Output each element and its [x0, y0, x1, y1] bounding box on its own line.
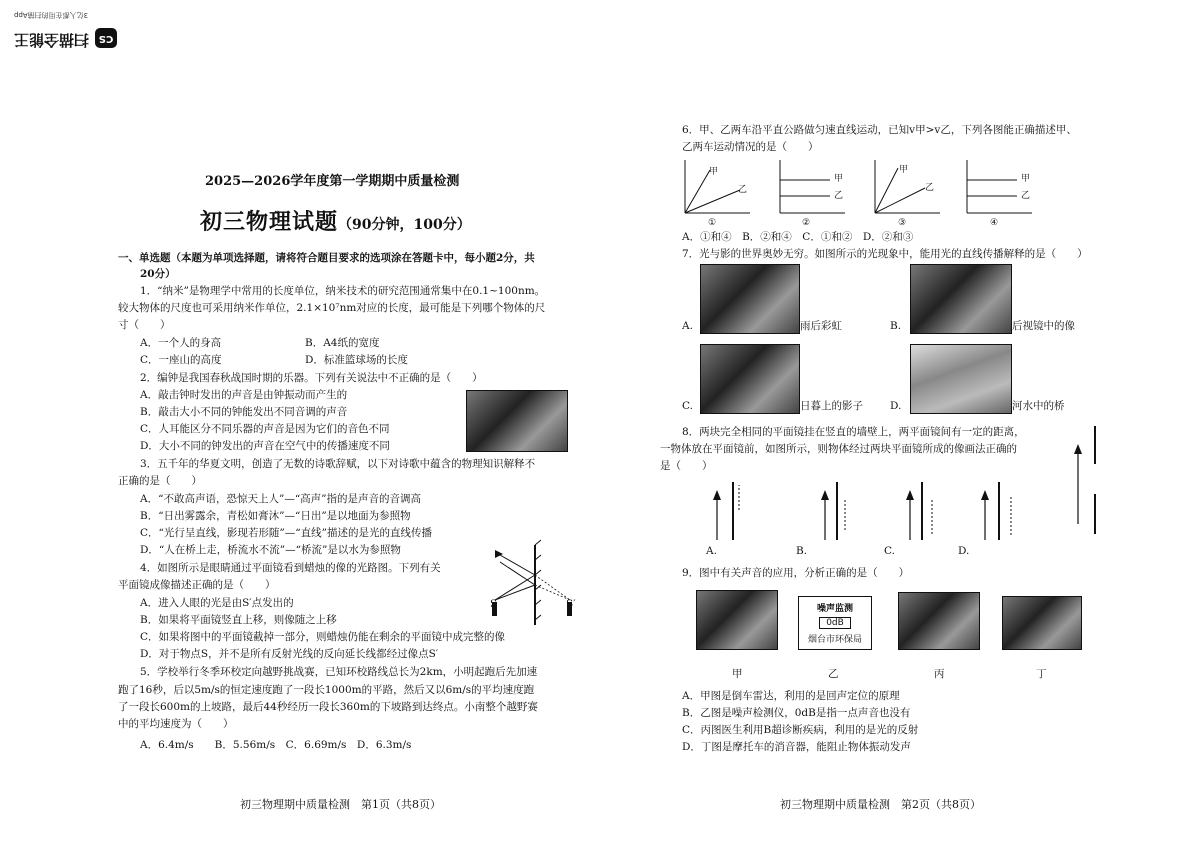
mirror-ray-diagram: [485, 540, 580, 630]
q1-stem-1: 1．“纳米”是物理学中常用的长度单位，纳米技术的研究范围通常集中在0.1~100nm。: [140, 285, 546, 297]
noise-monitor-footer: 烟台市环保局: [807, 635, 862, 645]
g1-jia: 甲: [709, 167, 719, 177]
q8-stem-3: 是（ ）: [660, 460, 713, 472]
sundial-photo: [700, 344, 800, 414]
q8-option-c-figure: [900, 480, 940, 550]
q8-option-d-figure: [975, 480, 1020, 550]
q7-caption-d: 河水中的桥: [1012, 400, 1065, 412]
q9-option-b: B．乙图是噪声检测仪，0dB是指一点声音也没有: [682, 707, 911, 719]
label-s: S: [490, 598, 498, 610]
label-s-prime: S′: [566, 598, 576, 610]
rainbow-photo: [700, 264, 800, 334]
q7-label-b: B.: [890, 320, 902, 332]
q4-option-d: D．对于物点S，并不是所有反射光线的反向延长线都经过像点S′: [140, 648, 439, 660]
g1-yi: 乙: [738, 185, 748, 195]
q7-label-c: C.: [682, 400, 693, 412]
q5-stem-2: 跑了16秒，后以5m/s的恒定速度跑了一段长1000m的平路，然后又以6m/s的平均速度跑: [118, 684, 535, 696]
q2-option-c: C．人耳能区分不同乐器的声音是因为它们的音色不同: [140, 423, 390, 435]
q1-option-c: C．一座山的高度: [140, 354, 222, 366]
section-heading: 一、单选题（本题为单项选择题，请将符合题目要求的选项涂在答题卡中，每小题2分，共: [118, 252, 535, 264]
q8-reference-figure: [1070, 424, 1110, 539]
q5-stem-4: 中的平均速度为（ ）: [118, 718, 234, 730]
rearview-mirror-photo: [910, 264, 1012, 334]
scanner-logo-icon: CS: [95, 28, 117, 48]
q3-option-b: B．“日出雾露余，青松如膏沐”—“日出”是以地面为参照物: [140, 510, 411, 522]
q8-label-c: C.: [884, 545, 895, 557]
q1-option-a: A．一个人的身高: [140, 337, 222, 349]
q3-option-c: C．“光行呈直线，影现若形随”—“直线”描述的是光的直线传播: [140, 527, 433, 539]
q5-stem-1: 5．学校举行冬季环校定向越野挑战赛，已知环校路线总长为2km，小明起跑后先加速: [140, 666, 538, 678]
q8-option-a-figure: [705, 480, 745, 550]
footer-right: 初三物理期中质量检测 第2页（共8页）: [780, 798, 981, 811]
q1-option-b: B．A4纸的宽度: [305, 337, 380, 349]
q1-stem-3: 寸（ ）: [118, 319, 171, 331]
q4-stem-2: 平面镜成像描述正确的是（ ）: [118, 579, 276, 591]
q8-stem-2: 一物体放在平面镜前，如图所示，则物体经过两块平面镜所成的像画法正确的: [660, 443, 1017, 455]
q9-caption-jia: 甲: [732, 668, 743, 680]
q8-label-b: B.: [796, 545, 808, 557]
q4-option-b: B．如果将平面镜竖直上移，则像随之上移: [140, 614, 337, 626]
q8-stem-1: 8．两块完全相同的平面镜挂在竖直的墙壁上，两平面镜间有一定的距离，: [682, 426, 1025, 438]
page-title: [200, 205, 471, 236]
g1-num: ①: [708, 218, 717, 228]
bridge-reflection-photo: [910, 344, 1012, 414]
q9-option-d: D．丁图是摩托车的消音器，能阻止物体振动发声: [682, 741, 911, 753]
q5-options: A．6.4m/s B．5.56m/s C．6.69m/s D．6.3m/s: [140, 739, 412, 751]
q9-option-a: A．甲图是倒车雷达，利用的是回声定位的原理: [682, 690, 900, 702]
q7-label-a: A.: [682, 320, 693, 332]
reversing-radar-photo: [696, 590, 778, 650]
q8-label-a: A.: [706, 545, 717, 557]
q3-stem-1: 3．五千年的华夏文明，创造了无数的诗歌辞赋，以下对诗歌中蕴含的物理知识解释不: [140, 458, 536, 470]
q9-caption-yi: 乙: [828, 668, 839, 680]
noise-monitor-value: 0dB: [819, 617, 851, 629]
q7-label-d: D.: [890, 400, 902, 412]
q2-option-d: D．大小不同的钟发出的声音在空气中的传播速度不同: [140, 440, 390, 452]
q6-stem-2: 乙两车运动情况的是（ ）: [682, 141, 819, 153]
muffler-photo: [1002, 596, 1082, 650]
q3-stem-2: 正确的是（ ）: [118, 475, 202, 487]
title-sub: （90分钟，100分）: [338, 217, 471, 233]
g4-num: ④: [990, 218, 999, 228]
q7-caption-a: 雨后彩虹: [800, 320, 842, 332]
g2-num: ②: [802, 218, 811, 228]
section-heading-cont: 20分）: [140, 268, 176, 280]
q2-stem: 2．编钟是我国春秋战国时期的乐器。下列有关说法中不正确的是（ ）: [140, 372, 483, 384]
exam-term: 2025—2026学年度第一学期期中质量检测: [205, 174, 460, 189]
q6-stem-1: 6．甲、乙两车沿平直公路做匀速直线运动，已知v甲>v乙，下列各图能正确描述甲、: [682, 124, 1077, 136]
g3-num: ③: [898, 218, 907, 228]
q3-option-a: A．“不敢高声语，恐惊天上人”—“高声”指的是声音的音调高: [140, 493, 422, 505]
q5-stem-3: 了一段长600m的上坡路，最后44秒经历一段长360m的下坡路到达终点。小南整个越野赛: [118, 701, 538, 713]
noise-monitor-title: 噪声监测: [816, 604, 853, 614]
q3-option-d: D．“人在桥上走，桥流水不流”—“桥流”是以水为参照物: [140, 544, 401, 556]
q1-option-d: D．标准篮球场的长度: [305, 354, 408, 366]
scanner-app-name: 扫描全能王: [14, 31, 90, 49]
footer-left: 初三物理期中质量检测 第1页（共8页）: [240, 798, 441, 811]
title-main: 初三物理试题: [200, 209, 339, 235]
q7-stem: 7．光与影的世界奥妙无穷。如图所示的光现象中，能用光的直线传播解释的是（ ）: [682, 248, 1088, 260]
noise-monitor-box: [798, 596, 872, 650]
scanner-tagline: 3亿人都在用的扫描App: [14, 11, 89, 19]
q7-caption-c: 日暮上的影子: [800, 400, 863, 412]
g4-jia: 甲: [1021, 174, 1031, 184]
q9-caption-bing: 丙: [934, 668, 945, 680]
q4-stem-1: 4．如图所示是眼睛通过平面镜看到蜡烛的像的光路图。下列有关: [140, 562, 441, 574]
q7-caption-b: 后视镜中的像: [1012, 320, 1075, 332]
q8-option-b-figure: [815, 480, 855, 550]
g2-jia: 甲: [834, 174, 844, 184]
q4-option-c: C．如果将图中的平面镜截掉一部分，则蜡烛仍能在剩余的平面镜中成完整的像: [140, 631, 506, 643]
q1-stem-2: 较大物体的尺度也可采用纳米作单位，2.1×10⁷nm对应的长度，最可能是下列哪个物体的尺: [118, 302, 546, 314]
bianzhong-photo: [466, 390, 568, 452]
g3-yi: 乙: [925, 183, 935, 193]
g2-yi: 乙: [834, 191, 844, 201]
q2-option-b: B．敲击大小不同的钟能发出不同音调的声音: [140, 406, 348, 418]
q9-caption-ding: 丁: [1036, 668, 1047, 680]
q6-options: A．①和④ B．②和④ C．①和② D．②和③: [682, 231, 914, 243]
g3-jia: 甲: [899, 165, 909, 175]
q9-option-c: C．丙图医生利用B超诊断疾病，利用的是光的反射: [682, 724, 919, 736]
q8-label-d: D.: [958, 545, 970, 557]
q4-option-a: A．进入人眼的光是由S′点发出的: [140, 597, 294, 609]
q2-option-a: A．敲击钟时发出的声音是由钟振动而产生的: [140, 389, 348, 401]
q9-stem: 9．图中有关声音的应用，分析正确的是（ ）: [682, 567, 910, 579]
g4-yi: 乙: [1021, 191, 1031, 201]
ultrasound-photo: [898, 592, 980, 650]
